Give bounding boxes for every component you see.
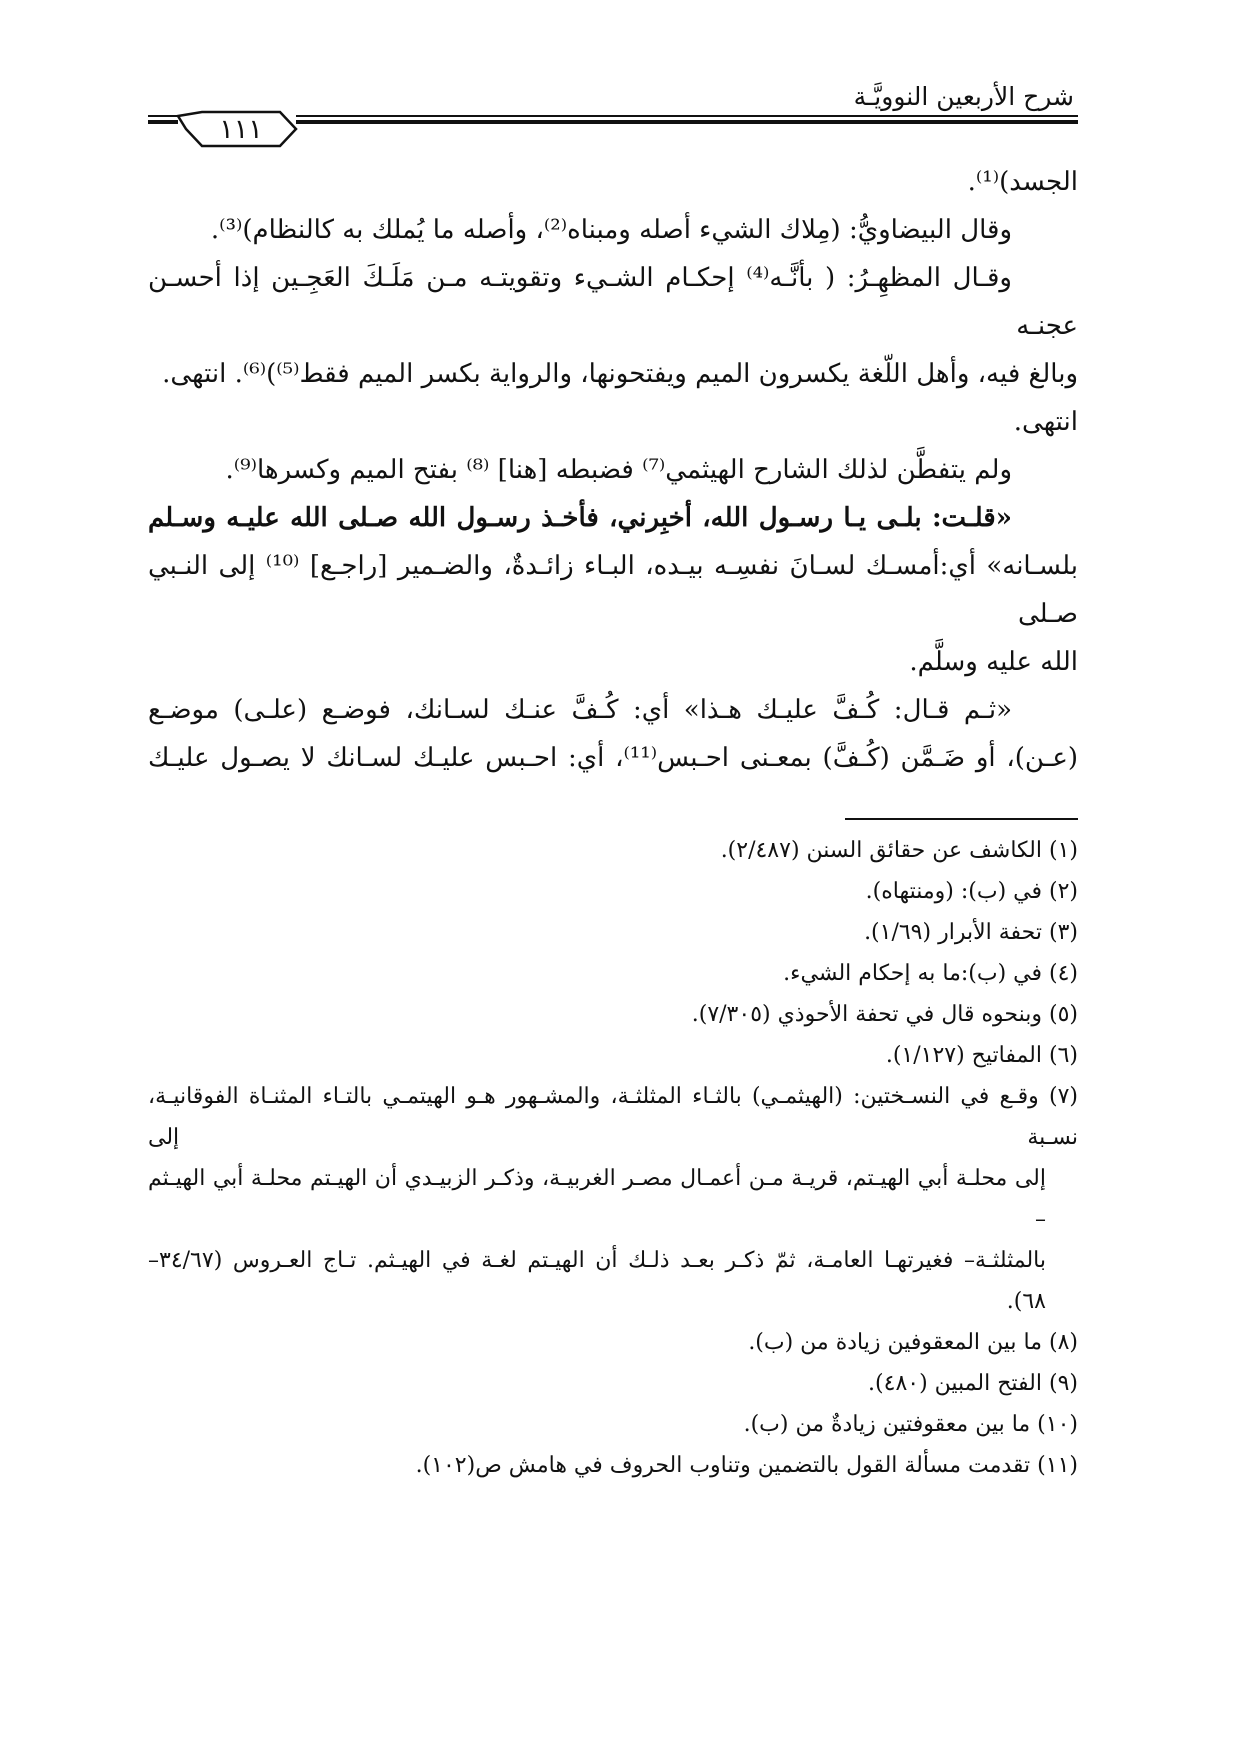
main-line-5: انتهى.: [1013, 407, 1078, 437]
main-line-8: بلسـانه» أي:أمسـك لسـانَ نفسِـه بيـده، البـاء زائـدةٌ، والضـمير [راجـع] ⁽¹⁰⁾ إلى النـبي صـلى: [148, 551, 1079, 629]
footnote-7-line-1: (٧) وقـع في النسـختين: (الهيثمـي) بالثـاء المثلثـة، والمشـهور هـو الهيتمـي بالتـاء المثنـاة الفوقانيـة، نسـبة إلى: [148, 1084, 1078, 1150]
footnote-rule: [845, 818, 1078, 820]
header-rule: [148, 78, 1078, 148]
main-line-11: (عـن)، أو ضَـمَّن (كُـفَّ) بمعـنى احـبس⁽¹¹⁾، أي: احـبس عليـك لسـانك لا يصـول عليـك: [148, 743, 1078, 773]
book-title: شرح الأربعين النوويَّـة: [853, 82, 1074, 111]
main-line-3: وقـال المظهِـرُ: ( بأنَّـه⁽⁴⁾ إحكـام الشـيء وتقويتـه مـن مَلَـكَ العَجِـين إذا أحسـن عجنـه: [148, 263, 1078, 341]
main-line-6: ولم يتفطَّن لذلك الشارح الهيثمي⁽⁷⁾ فضبطه [هنا] ⁽⁸⁾ بفتح الميم وكسرها⁽⁹⁾.: [225, 455, 1012, 485]
footnote-7-line-4: ٦٨).: [1006, 1289, 1046, 1314]
footnote-7: [148, 1076, 1078, 1322]
footnote-9: (٩) الفتح المبين (٤٨٠).: [868, 1371, 1078, 1396]
page-header: [148, 78, 1078, 148]
footnote-2: (٢) في (ب): (ومنتهاه).: [865, 879, 1078, 904]
main-line-4: وبالغ فيه، وأهل اللّغة يكسرون الميم ويفتحونها، والرواية بكسر الميم فقط⁽⁵⁾)⁽⁶⁾. انتهى.: [162, 359, 1078, 389]
footnote-4: (٤) في (ب):ما به إحكام الشيء.: [783, 961, 1078, 986]
main-line-10: «ثـم قـال: كُـفَّ عليـك هـذا» أي: كُـفَّ عنـك لسـانك، فوضـع (علـى) موضـع: [148, 695, 1012, 725]
footnote-6: (٦) المفاتيح (١/١٢٧).: [885, 1043, 1078, 1068]
page-number: ١١١: [219, 114, 263, 145]
main-text: [148, 158, 1078, 782]
footnote-1: (١) الكاشف عن حقائق السنن (٢/٤٨٧).: [720, 838, 1078, 863]
main-line-2: وقال البيضاويُّ: (مِلاك الشيء أصله ومبناه⁽²⁾، وأصله ما يُملك به كالنظام)⁽³⁾.: [210, 215, 1012, 245]
main-line-9: الله عليه وسلَّم.: [909, 647, 1078, 677]
footnote-11: (١١) تقدمت مسألة القول بالتضمين وتناوب الحروف في هامش ص(١٠٢).: [415, 1453, 1078, 1478]
footnote-7-line-3: بالمثلثـة– فغيرتهـا العامـة، ثمّ ذكـر بعـد ذلـك أن الهيـتم لغـة في الهيـثم. تـاج العـروس (٣٤/٦٧–: [148, 1248, 1046, 1273]
main-line-1: الجسد)⁽¹⁾.: [967, 167, 1078, 197]
footnote-3: (٣) تحفة الأبرار (١/٦٩).: [864, 920, 1078, 945]
main-line-7: «قلـت: بلـى يـا رسـول الله، أخبِرني، فأخـذ رسـول الله صـلى الله عليـه وسـلم: [148, 503, 1012, 533]
footnote-8: (٨) ما بين المعقوفين زيادة من (ب).: [748, 1330, 1078, 1355]
footnote-7-line-2: إلى محلـة أبي الهيـتم، قريـة مـن أعمـال مصـر الغربيـة، وذكـر الزبيـدي أن الهيـتم محلـة أبي الهيـثم –: [148, 1166, 1046, 1232]
footnote-10: (١٠) ما بين معقوفتين زيادةٌ من (ب).: [743, 1412, 1078, 1437]
footnotes: [148, 830, 1078, 1486]
footnote-5: (٥) وبنحوه قال في تحفة الأحوذي (٧/٣٠٥).: [691, 1002, 1078, 1027]
